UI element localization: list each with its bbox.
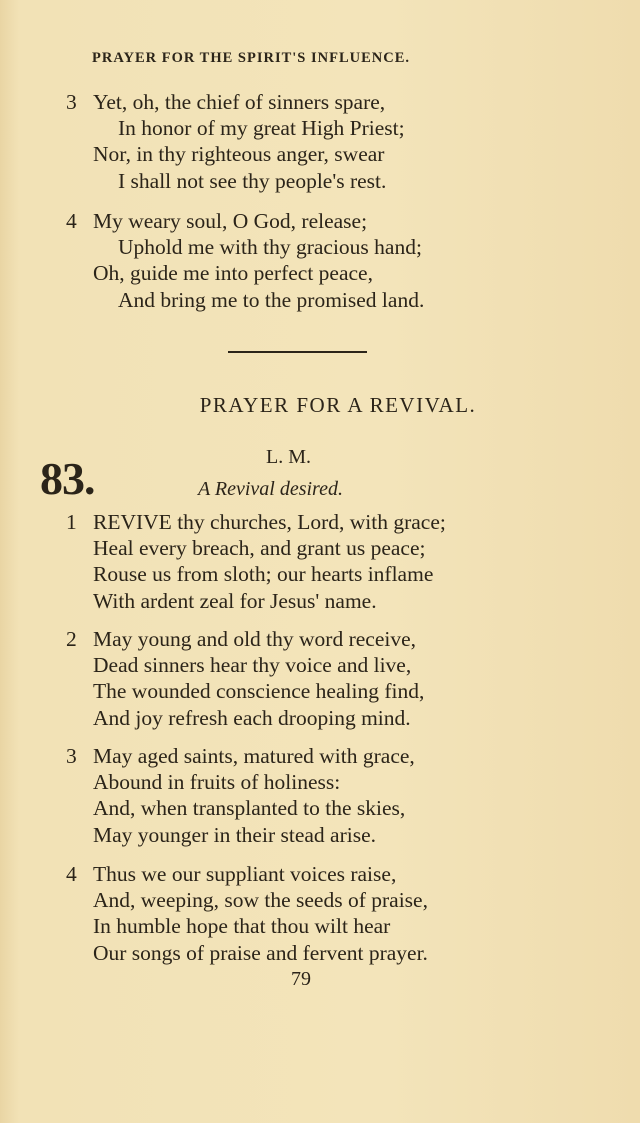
verse-line: The wounded conscience healing find,: [93, 679, 425, 704]
verse-line: May aged saints, matured with grace,: [93, 744, 415, 768]
verse-line: Rouse us from sloth; our hearts inflame: [93, 562, 434, 587]
stanza: [66, 743, 415, 848]
stanza: [66, 208, 424, 313]
stanza: [66, 626, 424, 731]
verse-line: And bring me to the promised land.: [118, 287, 425, 312]
stanza: [66, 861, 428, 966]
verse-line: Nor, in thy righteous anger, swear: [93, 142, 385, 167]
page-number: 79: [291, 968, 311, 990]
verse-line: And joy refresh each drooping mind.: [93, 705, 411, 730]
verse-line: In humble hope that thou wilt hear: [93, 914, 391, 939]
hymn-subtitle: A Revival desired.: [198, 478, 343, 500]
hymn-meter: L. M.: [266, 446, 311, 468]
verse-line: May young and old thy word receive,: [93, 627, 417, 651]
verse-line: Heal every breach, and grant us peace;: [93, 536, 426, 561]
stanza: [66, 509, 446, 614]
hymn-number: 83.: [40, 453, 95, 504]
verse-line: My weary soul, O God, release;: [93, 209, 368, 233]
stanza-number: 1: [66, 510, 77, 534]
stanza-number: 2: [66, 627, 77, 651]
section-title: PRAYER FOR A REVIVAL.: [199, 393, 477, 417]
verse-line: Yet, oh, the chief of sinners spare,: [93, 90, 386, 114]
stanza-number: 4: [66, 862, 77, 886]
verse-line: Oh, guide me into perfect peace,: [93, 261, 373, 286]
verse-line: May younger in their stead arise.: [93, 822, 376, 847]
verse-line: Thus we our suppliant voices raise,: [93, 862, 397, 886]
stanza: [66, 89, 405, 194]
verse-line: And, when transplanted to the skies,: [93, 796, 406, 821]
stanza-number: 3: [66, 90, 77, 114]
section-divider: [228, 351, 367, 353]
verse-line: REVIVE thy churches, Lord, with grace;: [93, 510, 446, 534]
verse-line: With ardent zeal for Jesus' name.: [93, 588, 377, 613]
verse-line: Dead sinners hear thy voice and live,: [93, 653, 412, 678]
verse-line: In honor of my great High Priest;: [118, 116, 405, 141]
verse-line: Uphold me with thy gracious hand;: [118, 235, 422, 260]
stanza-number: 3: [66, 744, 77, 768]
stanza-number: 4: [66, 209, 77, 233]
running-header: PRAYER FOR THE SPIRIT'S INFLUENCE.: [92, 50, 411, 66]
verse-line: Abound in fruits of holiness:: [93, 770, 341, 795]
verse-line: And, weeping, sow the seeds of praise,: [93, 888, 428, 913]
verse-line: Our songs of praise and fervent prayer.: [93, 940, 428, 965]
verse-line: I shall not see thy people's rest.: [118, 168, 387, 193]
